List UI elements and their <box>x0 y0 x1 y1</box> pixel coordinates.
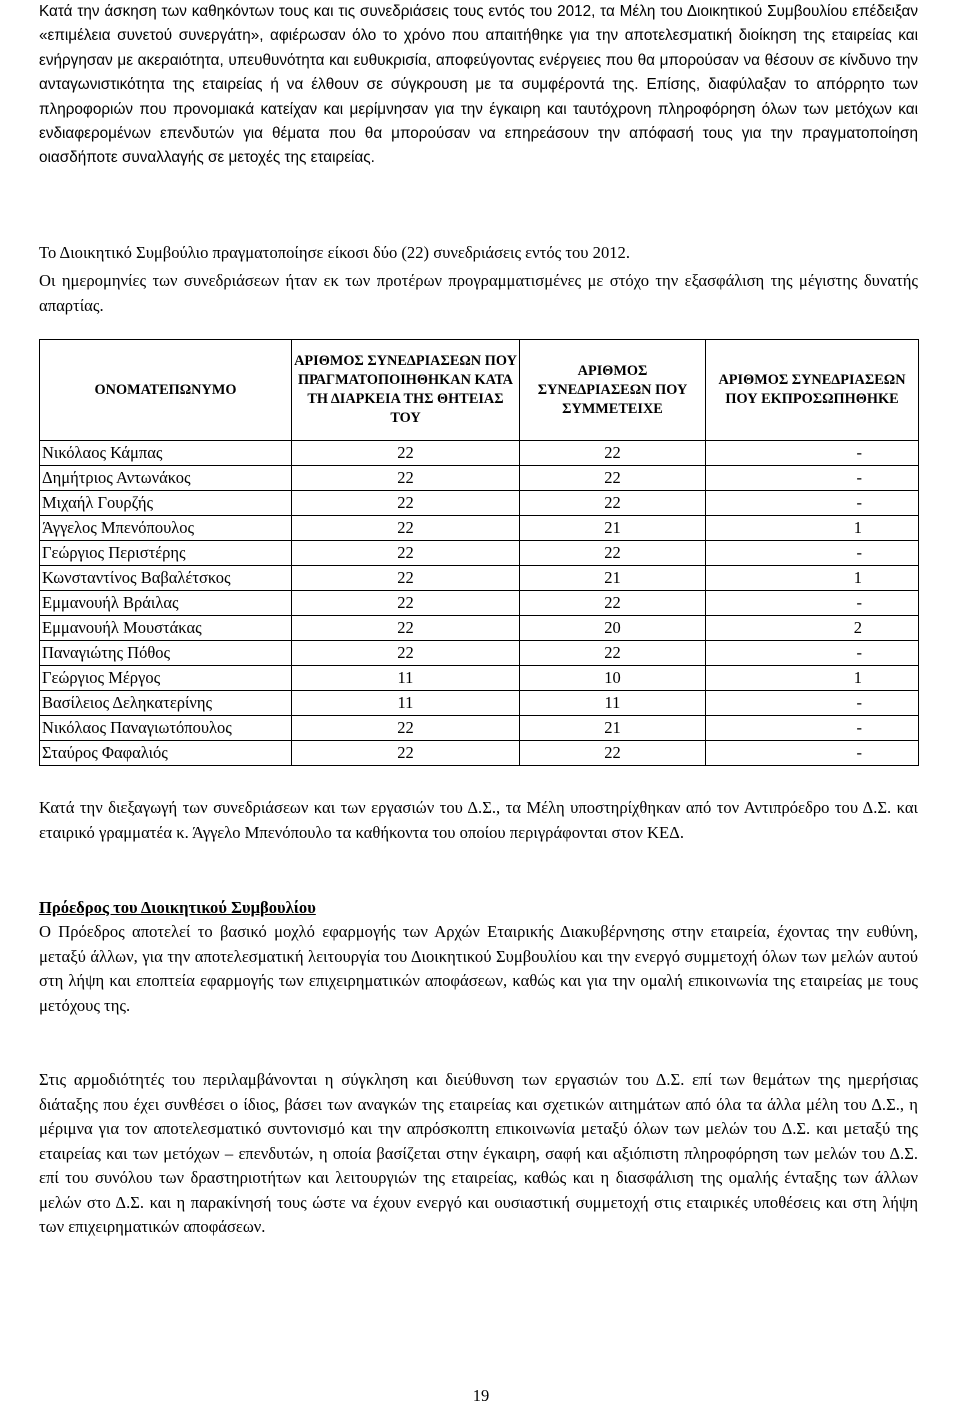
meetings-held: 11 <box>292 666 520 691</box>
meetings-attended: 22 <box>520 591 706 616</box>
meetings-represented: - <box>706 466 919 491</box>
member-name: Νικόλαος Παναγιωτόπουλος <box>40 716 292 741</box>
member-name: Εμμανουήλ Βράιλας <box>40 591 292 616</box>
meetings-attended: 22 <box>520 491 706 516</box>
member-name: Εμμανουήλ Μουστάκας <box>40 616 292 641</box>
meetings-count-sentence: Το Διοικητικό Συμβούλιο πραγματοποίησε είκοσι δύο (22) συνεδριάσεις εντός του 2012. <box>39 243 630 262</box>
meetings-represented: - <box>706 491 919 516</box>
table-header-row <box>40 340 919 441</box>
support-paragraph: Κατά την διεξαγωγή των συνεδριάσεων και των εργασιών του Δ.Σ., τα Μέλη υποστηρίχθηκαν από τον Αντιπρόεδρο του Δ.Σ. και εταιρικό γραμματέα κ. Άγγελο Μπενόπουλο τα καθήκοντα του οποίου περιγράφονται στον ΚΕΔ. <box>39 798 918 842</box>
meetings-represented: 1 <box>706 516 919 541</box>
header-meetings-represented: ΑΡΙΘΜΟΣ ΣΥΝΕΔΡΙΑΣΕΩΝ ΠΟΥ ΕΚΠΡΟΣΩΠΗΘΗΚΕ <box>706 340 919 441</box>
member-name: Άγγελος Μπενόπουλος <box>40 516 292 541</box>
meetings-held: 22 <box>292 616 520 641</box>
member-name: Παναγιώτης Πόθος <box>40 641 292 666</box>
table-row <box>40 641 919 666</box>
meetings-held: 22 <box>292 466 520 491</box>
member-name: Σταύρος Φαφαλιός <box>40 741 292 766</box>
meetings-represented: - <box>706 541 919 566</box>
meetings-attended: 22 <box>520 741 706 766</box>
header-name: ΟΝΟΜΑΤΕΠΩΝΥΜΟ <box>40 340 292 441</box>
meetings-represented: - <box>706 441 919 466</box>
member-name: Γεώργιος Μέργος <box>40 666 292 691</box>
header-meetings-held: ΑΡΙΘΜΟΣ ΣΥΝΕΔΡΙΑΣΕΩΝ ΠΟΥ ΠΡΑΓΜΑΤΟΠΟΙΗΘΗΚΑΝ ΚΑΤΑ ΤΗ ΔΙΑΡΚΕΙΑ ΤΗΣ ΘΗΤΕΙΑΣ ΤΟΥ <box>292 340 520 441</box>
intro-paragraph: Κατά την άσκηση των καθηκόντων τους και τις συνεδριάσεις τους εντός του 2012, τα Μέλη του Διοικητικού Συμβουλίου επέδειξαν «επιμέλεια συνετού συνεργάτη», αφιέρωσαν όλο το χρόνο που απαιτήθηκε για την αποτελεσματική διοίκηση της εταιρείας και ενήργησαν με ακεραιότητα, υπευθυνότητα και ευθυκρισία, αποφεύγοντας ενέργειες που θα μπορούσαν να θέσουν σε κίνδυνο την ανταγωνιστικότητα της εταιρείας ή να έλθουν σε σύγκρουση με τα συμφέροντά της. Επίσης, διαφύλαξαν το απόρρητο των πληροφοριών που προνομιακά κατείχαν και μερίμνησαν για την έγκαιρη και ταυτόχρονη πληροφόρηση όλων των μετόχων και ενδιαφερομένων επενδυτών για θέματα που θα μπορούσαν να επηρεάσουν την απόφασή τους για την πραγματοποίηση οιασδήποτε συναλλαγής σε μετοχές της εταιρείας. <box>39 3 918 167</box>
meetings-held: 22 <box>292 541 520 566</box>
meetings-held: 22 <box>292 741 520 766</box>
table-row <box>40 666 919 691</box>
table-row <box>40 716 919 741</box>
meetings-represented: 1 <box>706 666 919 691</box>
table-row <box>40 441 919 466</box>
table-row <box>40 566 919 591</box>
member-name: Βασίλειος Δεληκατερίνης <box>40 691 292 716</box>
meetings-attended: 22 <box>520 466 706 491</box>
table-row <box>40 691 919 716</box>
duties-paragraph: Στις αρμοδιότητές του περιλαμβάνονται η σύγκληση και διεύθυνση των εργασιών του Δ.Σ. επί των θεμάτων της ημερήσιας διάταξης που έχει συνθέσει ο ίδιος, βάσει των αναγκών της εταιρείας και σχετικών αιτημάτων από όλα τα άλλα μέλη του Δ.Σ., η μέριμνα για τον αποτελεσματικό συντονισμό και την απρόσκοπτη επικοινωνία μεταξύ όλων των μελών του Δ.Σ. και μεταξύ της εταιρείας και των μετόχων – επενδυτών, η οποία βασίζεται στην έγκαιρη, σαφή και αξιόπιστη πληροφόρηση των μελών του Δ.Σ. επί του συνόλου των δραστηριοτήτων και λειτουργιών της εταιρείας, καθώς και η διασφάλιση της ομαλής ένταξης των άλλων μελών στο Δ.Σ. και η παρακίνησή τους ώστε να έχουν ενεργό και ουσιαστική συμμετοχή στις εταιρικές υποθέσεις και στη λήψη των επιχειρηματικών αποφάσεων. <box>39 1070 918 1236</box>
meetings-represented: 2 <box>706 616 919 641</box>
table-row <box>40 541 919 566</box>
meetings-held: 22 <box>292 641 520 666</box>
page-number: 19 <box>472 1386 490 1405</box>
meetings-dates-sentence: Οι ημερομηνίες των συνεδριάσεων ήταν εκ των προτέρων προγραμματισμένες με στόχο την εξασφάλιση της μέγιστης δυνατής απαρτίας. <box>39 271 918 315</box>
meetings-attended: 10 <box>520 666 706 691</box>
meetings-held: 22 <box>292 516 520 541</box>
table-row <box>40 491 919 516</box>
meetings-held: 22 <box>292 716 520 741</box>
member-name: Δημήτριος Αντωνάκος <box>40 466 292 491</box>
meetings-represented: - <box>706 741 919 766</box>
meetings-attended: 22 <box>520 641 706 666</box>
member-name: Μιχαήλ Γουρζής <box>40 491 292 516</box>
table-row <box>40 591 919 616</box>
meetings-represented: - <box>706 716 919 741</box>
meetings-attended: 21 <box>520 516 706 541</box>
member-name: Κωνσταντίνος Βαβαλέτσκος <box>40 566 292 591</box>
header-meetings-attended: ΑΡΙΘΜΟΣ ΣΥΝΕΔΡΙΑΣΕΩΝ ΠΟΥ ΣΥΜΜΕΤΕΙΧΕ <box>520 340 706 441</box>
table-row <box>40 741 919 766</box>
meetings-held: 11 <box>292 691 520 716</box>
table-row <box>40 616 919 641</box>
meetings-attended: 22 <box>520 441 706 466</box>
meetings-attended: 20 <box>520 616 706 641</box>
chairman-heading: Πρόεδρος του Διοικητικού Συμβουλίου <box>39 898 316 917</box>
board-meetings-table <box>39 339 919 766</box>
meetings-attended: 22 <box>520 541 706 566</box>
chairman-paragraph: Ο Πρόεδρος αποτελεί το βασικό μοχλό εφαρμογής των Αρχών Εταιρικής Διακυβέρνησης στην εταιρεία, έχοντας την ευθύνη, μεταξύ άλλων, για την αποτελεσματική λειτουργία του Διοικητικού Συμβουλίου και την ενεργό συμμετοχή όλων των μελών αυτού στη λήψη και εποπτεία εφαρμογής των επιχειρηματικών αποφάσεων, καθώς και για την ομαλή επικοινωνία της εταιρείας με τους μετόχους της. <box>39 922 918 1015</box>
meetings-attended: 11 <box>520 691 706 716</box>
meetings-represented: 1 <box>706 566 919 591</box>
meetings-attended: 21 <box>520 716 706 741</box>
meetings-attended: 21 <box>520 566 706 591</box>
table-row <box>40 516 919 541</box>
meetings-represented: - <box>706 641 919 666</box>
meetings-represented: - <box>706 691 919 716</box>
meetings-held: 22 <box>292 591 520 616</box>
member-name: Γεώργιος Περιστέρης <box>40 541 292 566</box>
meetings-held: 22 <box>292 566 520 591</box>
member-name: Νικόλαος Κάμπας <box>40 441 292 466</box>
meetings-held: 22 <box>292 491 520 516</box>
meetings-held: 22 <box>292 441 520 466</box>
meetings-represented: - <box>706 591 919 616</box>
table-row <box>40 466 919 491</box>
